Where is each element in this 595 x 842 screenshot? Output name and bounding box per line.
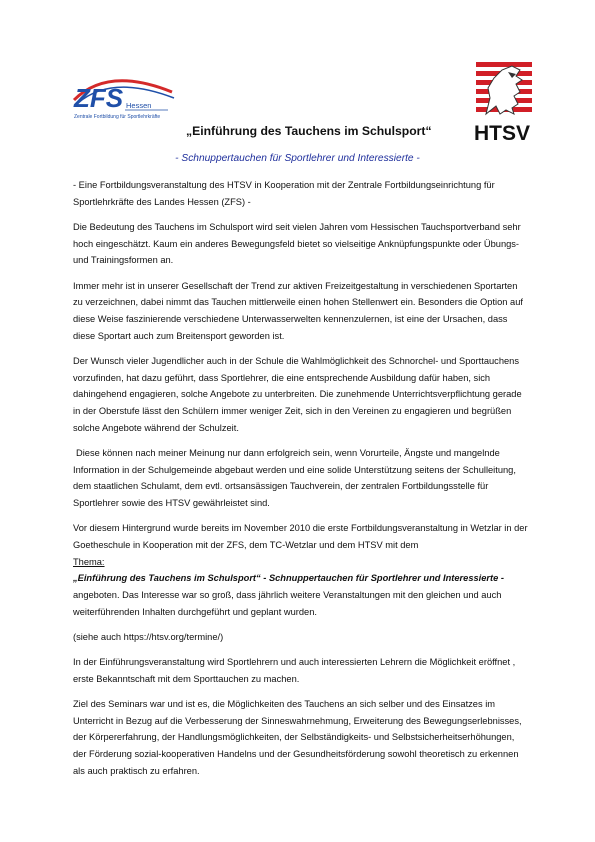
paragraph-event: In der Einführungsveranstaltung wird Sportlehrern und auch interessierten Lehrern die Möglichkeit eröffnet , erste Bekanntschaft mit dem Sporttauchen zu machen. xyxy=(73,657,516,684)
paragraph-link: (siehe auch https://htsv.org/termine/) xyxy=(73,631,224,642)
htsv-logo xyxy=(472,58,536,144)
paragraph-importance: Die Bedeutung des Tauchens im Schulsport wird seit vielen Jahren vom Hessischen Tauchsportverband sehr hoch eingeschätzt. Kaum ein anderes Bewegungsfeld bietet so vielseitige Anknüpfungspunkte oder Übungs- und Trainingsformen an. xyxy=(73,221,521,266)
document-body xyxy=(73,177,528,788)
zfs-logo xyxy=(68,70,183,122)
hessian-lion-icon xyxy=(476,60,532,118)
page-subtitle: - Schnuppertauchen für Sportlehrer und Interessierte - xyxy=(175,153,420,164)
paragraph-intro: - Eine Fortbildungsveranstaltung des HTSV in Kooperation mit der Zentrale Fortbildungseinrichtung für Sportlehrkräfte des Landes Hessen (ZFS) - xyxy=(73,180,495,207)
svg-text:Zentrale Fortbildung für Sport: Zentrale Fortbildung für Sportlehrkräfte xyxy=(74,114,161,120)
paragraph-goal: Ziel des Seminars war und ist es, die Möglichkeiten des Tauchens an sich selber und des Einsatzes im Unterricht in Bezug auf die Verbesserung der Sinneswahrnehmung, Erweiterung des Bewegungserlebnisses, der Körpererfahrung, der Handlungsmöglichkeiten, der Selbständigkeits- und Selbstsicherheitserhöhungen, der Förderung sozial-kooperativen Handelns und der Gesundheitsförderung sowohl theoretisch zu erkennen als auch praktisch zu erfahren. xyxy=(73,698,522,776)
paragraph-wish: Der Wunsch vieler Jugendlicher auch in der Schule die Wahlmöglichkeit des Schnorchel- und Sporttauchens vorzufinden, hat dazu geführt, dass Sportlehrer, die eine entsprechende Ausbildung dafür haben, sich dahingehend engagieren, solche Angebote zu unterbreiten. Die zunehmende Unterrichtsverpflichtung gerade in der Oberstufe lässt den Schülern immer weniger Zeit, sich in den Vereinen zu engagieren und begrüßen solche Angebote während der Schulzeit. xyxy=(73,355,522,433)
paragraph-background xyxy=(73,520,528,620)
background-intro: Vor diesem Hintergrund wurde bereits im November 2010 die erste Fortbildungsveranstaltung in Wetzlar in der Goetheschule in Kooperation mit der ZFS, dem TC-Wetzlar und dem HTSV mit dem xyxy=(73,523,528,550)
background-rest: angeboten. Das Interesse war so groß, dass jährlich weitere Veranstaltungen mit den gleichen und auch weiterführenden Inhalten durchgeführt und geplant wurden. xyxy=(73,589,502,617)
page-title: „Einführung des Tauchens im Schulsport“ xyxy=(186,124,432,138)
svg-text:HTSV: HTSV xyxy=(474,122,531,144)
svg-text:Hessen: Hessen xyxy=(126,101,152,110)
svg-text:ZFS: ZFS xyxy=(74,83,124,113)
thema-title: „Einführung des Tauchens im Schulsport“ - Schnuppertauchen für Sportlehrer und Interessierte - xyxy=(73,573,504,584)
thema-label: Thema: xyxy=(73,556,105,567)
paragraph-success: Diese können nach meiner Meinung nur dann erfolgreich sein, wenn Vorurteile, Ängste und mangelnde Information in der Schulgemeinde abgebaut werden und eine solide Unterstützung seitens der Schulleitung, dem staatlichen Schulamt, dem evtl. ortsansässigen Tauchverein, der zentralen Fortbildungsstelle für Sportlehrer sowie des HTSV gewährleistet sind. xyxy=(73,447,516,508)
paragraph-trend: Immer mehr ist in unserer Gesellschaft der Trend zur aktiven Freizeitgestaltung in verschiedenen Sportarten zu verzeichnen, dabei nimmt das Tauchen mittlerweile einen hohen Stellenwert ein. Besonders die Option auf diese Weise faszinierende verschiedene Unterwasserwelten kennenzulernen, ist eine der Ursachen, dass diese Sportart auch zum Breitensport geworden ist. xyxy=(73,280,523,341)
